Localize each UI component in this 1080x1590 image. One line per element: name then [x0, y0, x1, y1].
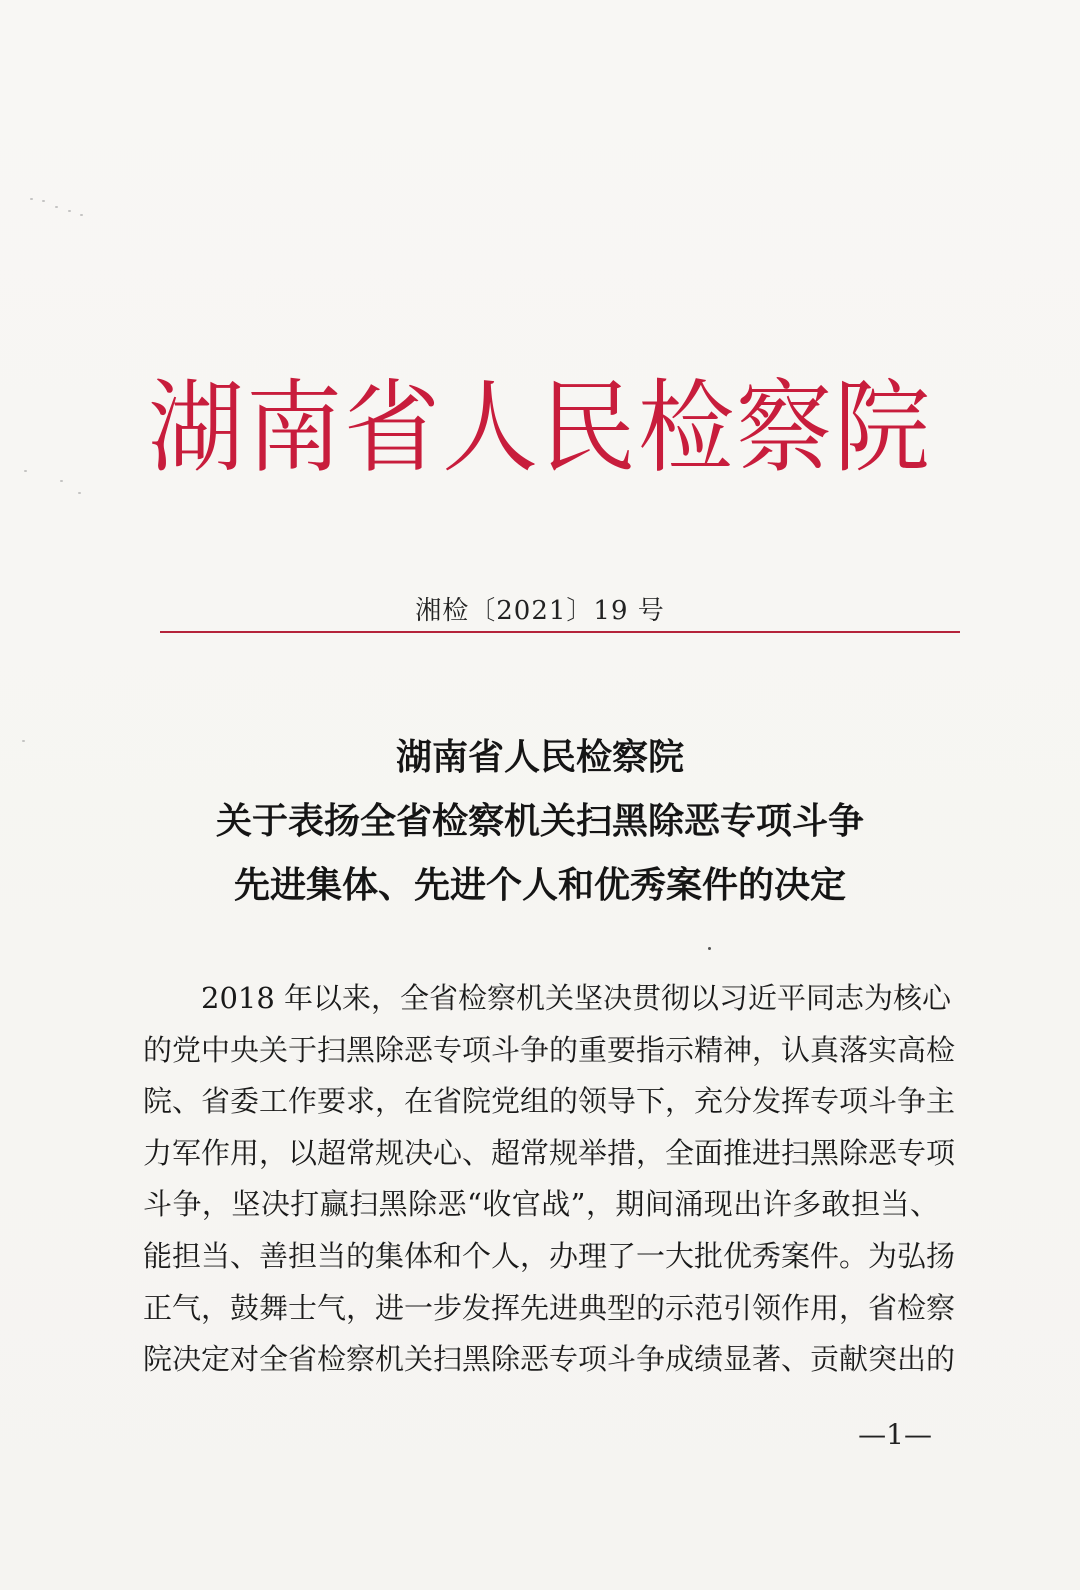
scan-speck: [708, 947, 711, 950]
page-number: —1—: [858, 1418, 932, 1451]
body-paragraph-line: 能担当、善担当的集体和个人，办理了一大批优秀案件。为弘扬: [143, 1239, 956, 1273]
body-paragraph-line: 2018 年以来，全省检察机关坚决贯彻以习近平同志为核心: [201, 981, 952, 1015]
masthead-title: 湖南省人民检察院: [148, 369, 932, 487]
scan-speck: [78, 492, 81, 494]
body-paragraph-line: 斗争，坚决打赢扫黑除恶“收官战”，期间涌现出许多敢担当、: [143, 1187, 939, 1221]
document-title-line: 先进集体、先进个人和优秀案件的决定: [233, 865, 846, 906]
document-title-line: 湖南省人民检察院: [395, 737, 684, 778]
scan-speck: [30, 198, 33, 200]
document-number: 湘检〔2021〕19 号: [415, 596, 665, 626]
red-separator-line: [160, 631, 960, 633]
scan-speck: [55, 206, 58, 208]
scan-speck: [42, 200, 45, 202]
scan-speck: [80, 214, 83, 216]
document-title-line: 关于表扬全省检察机关扫黑除恶专项斗争: [215, 801, 864, 842]
body-paragraph-line: 力军作用，以超常规决心、超常规举措，全面推进扫黑除恶专项: [143, 1136, 956, 1170]
body-paragraph-line: 正气，鼓舞士气，进一步发挥先进典型的示范引领作用，省检察: [143, 1291, 956, 1325]
body-paragraph-line: 的党中央关于扫黑除恶专项斗争的重要指示精神，认真落实高检: [143, 1033, 956, 1067]
body-paragraph-line: 院决定对全省检察机关扫黑除恶专项斗争成绩显著、贡献突出的: [143, 1342, 956, 1376]
scan-speck: [68, 210, 71, 212]
body-paragraph-line: 院、省委工作要求，在省院党组的领导下，充分发挥专项斗争主: [143, 1084, 956, 1118]
